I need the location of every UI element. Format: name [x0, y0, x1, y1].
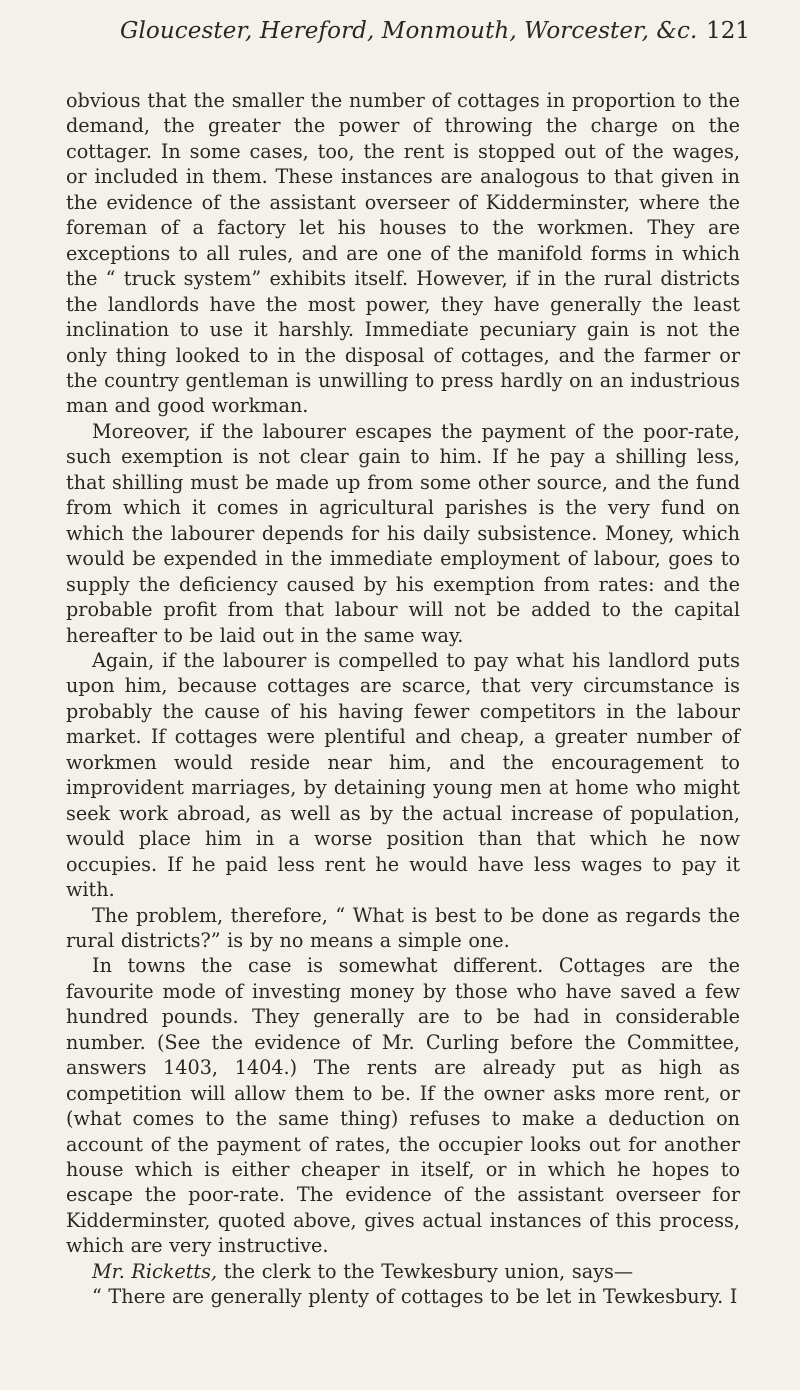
- paragraph: The problem, therefore, “ What is best to be done as regards the rural districts?” is by no means a simple one.: [66, 903, 740, 952]
- paragraph: obvious that the smaller the number of cottages in proportion to the demand, the greater the power of throwing the charge on the cottager. In some cases, too, the rent is stopped out of the wages, or included in them. These instances are analogous to that given in the evidence of the assistant overseer of Kidderminster, where the foreman of a factory let his houses to the workmen. They are exceptions to all rules, and are one of the manifold forms in which the “ truck system” exhibits itself. However, if in the rural districts the landlords have the most power, they have generally the least inclination to use it harshly. Immediate pecuniary gain is not the only thing looked to in the disposal of cottages, and the farmer or the country gentleman is unwilling to press hardly on an industrious man and good workman.: [66, 89, 740, 418]
- page-header: [120, 18, 750, 58]
- quoted-line: “ There are generally plenty of cottages to be let in Tewkesbury. I: [92, 1285, 738, 1309]
- speaker-intro: the clerk to the Tewkesbury union, says—: [217, 1259, 634, 1283]
- body-text: [66, 88, 740, 1310]
- page-number: 121: [706, 18, 750, 44]
- paragraph: Again, if the labourer is compelled to pay what his landlord puts upon him, because cottages are scarce, that very circumstance is probably the cause of his having fewer competitors in the labour market. If cottages were plentiful and cheap, a greater number of workmen would reside near him, and the encouragement to improvident marriages, by detaining young men at home who might seek work abroad, as well as by the actual increase of population, would place him in a worse position than that which he now occupies. If he paid less rent he would have less wages to pay it with.: [66, 648, 740, 902]
- speaker-name: Mr. Ricketts,: [92, 1259, 218, 1283]
- paragraph-speaker: [66, 1259, 740, 1284]
- paragraph: Moreover, if the labourer escapes the payment of the poor-rate, such exemption is not clear gain to him. If he pay a shilling less, that shilling must be made up from some other source, and the fund from which it comes in agricultural parishes is the very fund on which the labourer depends for his daily subsistence. Money, which would be expended in the immediate employment of labour, goes to supply the deficiency caused by his exemption from rates: and the probable profit from that labour will not be added to the capital hereafter to be laid out in the same way.: [66, 419, 740, 647]
- paragraph: In towns the case is somewhat different. Cottages are the favourite mode of investing money by those who have saved a few hundred pounds. They generally are to be had in considerable number. (See the evidence of Mr. Curling before the Committee, answers 1403, 1404.) The rents are already put as high as competition will allow them to be. If the owner asks more rent, or (what comes to the same thing) refuses to make a deduction on account of the payment of rates, the occupier looks out for another house which is either cheaper in itself, or in which he hopes to escape the poor-rate. The evidence of the assistant overseer for Kidderminster, quoted above, gives actual instances of this process, which are very instructive.: [66, 954, 740, 1258]
- running-head: Gloucester, Hereford, Monmouth, Worcester, &c.: [120, 18, 698, 44]
